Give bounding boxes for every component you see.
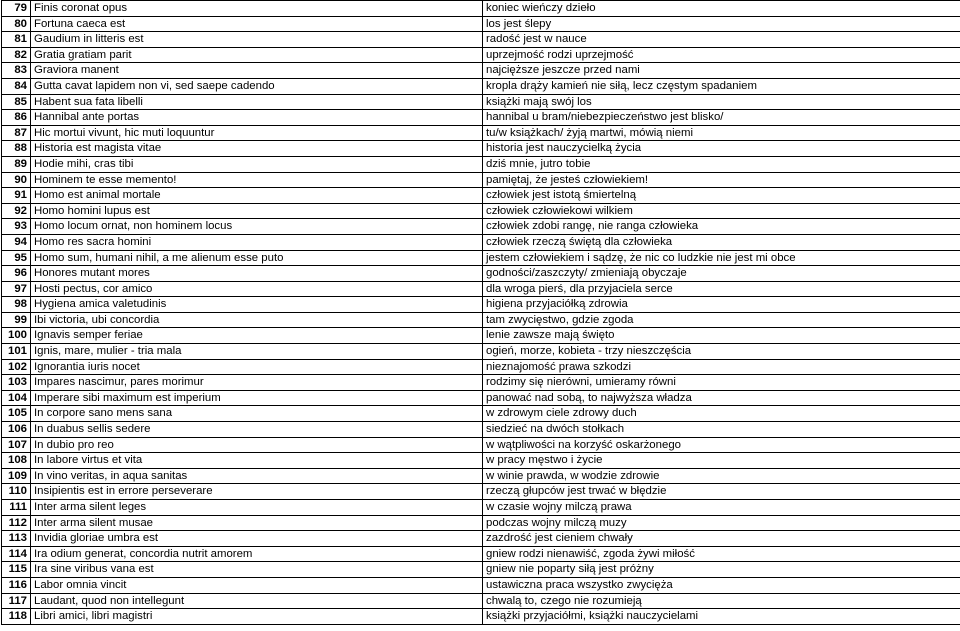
latin-phrase-cell[interactable]: Gutta cavat lapidem non vi, sed saepe cadendo xyxy=(31,78,483,94)
latin-phrase-cell[interactable]: Inter arma silent leges xyxy=(31,500,483,516)
polish-translation-cell[interactable]: siedzieć na dwóch stołkach xyxy=(483,422,960,438)
latin-phrase-cell[interactable]: Insipientis est in errore perseverare xyxy=(31,484,483,500)
polish-translation-cell[interactable]: jestem człowiekiem i sądzę, że nic co ludzkie nie jest mi obce xyxy=(483,250,960,266)
polish-translation-cell[interactable]: kropla drąży kamień nie siłą, lecz częstym spadaniem xyxy=(483,78,960,94)
table-row xyxy=(2,500,960,516)
latin-phrase-cell[interactable]: Ira odium generat, concordia nutrit amorem xyxy=(31,546,483,562)
row-number-cell[interactable]: 95 xyxy=(2,250,31,266)
latin-phrase-cell[interactable]: Homo res sacra homini xyxy=(31,234,483,250)
polish-translation-cell[interactable]: los jest ślepy xyxy=(483,16,960,32)
row-number-cell[interactable]: 100 xyxy=(2,328,31,344)
row-number-cell[interactable]: 80 xyxy=(2,16,31,32)
polish-translation-cell[interactable]: panować nad sobą, to najwyższa władza xyxy=(483,390,960,406)
table-row xyxy=(2,188,960,204)
row-number-cell[interactable]: 89 xyxy=(2,156,31,172)
row-number-cell[interactable]: 96 xyxy=(2,266,31,282)
table-row xyxy=(2,172,960,188)
polish-translation-cell[interactable]: gniew rodzi nienawiść, zgoda żywi miłość xyxy=(483,546,960,562)
row-number-cell[interactable]: 105 xyxy=(2,406,31,422)
latin-phrase-cell[interactable]: Invidia gloriae umbra est xyxy=(31,531,483,547)
table-row xyxy=(2,281,960,297)
row-number-cell[interactable]: 108 xyxy=(2,453,31,469)
table-row xyxy=(2,453,960,469)
table-row xyxy=(2,125,960,141)
table-row xyxy=(2,1,960,17)
latin-phrase-cell[interactable]: Impares nascimur, pares morimur xyxy=(31,375,483,391)
latin-phrase-cell[interactable]: In vino veritas, in aqua sanitas xyxy=(31,468,483,484)
table-row xyxy=(2,484,960,500)
table-row xyxy=(2,219,960,235)
table-row xyxy=(2,47,960,63)
table-row xyxy=(2,250,960,266)
row-number-cell[interactable]: 112 xyxy=(2,515,31,531)
polish-translation-cell[interactable]: godności/zaszczyty/ zmieniają obyczaje xyxy=(483,266,960,282)
row-number-cell[interactable]: 85 xyxy=(2,94,31,110)
latin-phrase-cell[interactable]: Hosti pectus, cor amico xyxy=(31,281,483,297)
polish-translation-cell[interactable]: człowiek człowiekowi wilkiem xyxy=(483,203,960,219)
row-number-cell[interactable]: 97 xyxy=(2,281,31,297)
phrase-table-body xyxy=(2,1,960,625)
polish-translation-cell[interactable]: lenie zawsze mają święto xyxy=(483,328,960,344)
polish-translation-cell[interactable]: podczas wojny milczą muzy xyxy=(483,515,960,531)
table-row xyxy=(2,156,960,172)
latin-phrase-cell[interactable]: Homo est animal mortale xyxy=(31,188,483,204)
table-row xyxy=(2,375,960,391)
latin-phrase-cell[interactable]: Hygiena amica valetudinis xyxy=(31,297,483,313)
latin-phrase-cell[interactable]: Imperare sibi maximum est imperium xyxy=(31,390,483,406)
latin-phrase-cell[interactable]: Labor omnia vincit xyxy=(31,577,483,593)
polish-translation-cell[interactable]: w winie prawda, w wodzie zdrowie xyxy=(483,468,960,484)
polish-translation-cell[interactable]: rodzimy się nierówni, umieramy równi xyxy=(483,375,960,391)
table-row xyxy=(2,32,960,48)
table-row xyxy=(2,577,960,593)
table-row xyxy=(2,515,960,531)
polish-translation-cell[interactable]: chwalą to, czego nie rozumieją xyxy=(483,593,960,609)
spreadsheet xyxy=(1,0,959,625)
polish-translation-cell[interactable]: radość jest w nauce xyxy=(483,32,960,48)
table-row xyxy=(2,78,960,94)
polish-translation-cell[interactable]: ogień, morze, kobieta - trzy nieszczęścia xyxy=(483,344,960,360)
row-number-cell[interactable]: 93 xyxy=(2,219,31,235)
latin-phrase-cell[interactable]: Libri amici, libri magistri xyxy=(31,609,483,625)
polish-translation-cell[interactable]: książki przyjaciółmi, książki nauczycielami xyxy=(483,609,960,625)
row-number-cell[interactable]: 107 xyxy=(2,437,31,453)
polish-translation-cell[interactable]: człowiek rzeczą świętą dla człowieka xyxy=(483,234,960,250)
latin-phrase-cell[interactable]: Habent sua fata libelli xyxy=(31,94,483,110)
latin-phrase-cell[interactable]: Finis coronat opus xyxy=(31,1,483,17)
polish-translation-cell[interactable]: nieznajomość prawa szkodzi xyxy=(483,359,960,375)
table-row xyxy=(2,546,960,562)
latin-phrase-cell[interactable]: In labore virtus et vita xyxy=(31,453,483,469)
polish-translation-cell[interactable]: w wątpliwości na korzyść oskarżonego xyxy=(483,437,960,453)
latin-phrase-cell[interactable]: Homo homini lupus est xyxy=(31,203,483,219)
row-number-cell[interactable]: 98 xyxy=(2,297,31,313)
latin-phrase-cell[interactable]: Ibi victoria, ubi concordia xyxy=(31,312,483,328)
polish-translation-cell[interactable]: historia jest nauczycielką życia xyxy=(483,141,960,157)
latin-phrase-cell[interactable]: In dubio pro reo xyxy=(31,437,483,453)
polish-translation-cell[interactable]: zazdrość jest cieniem chwały xyxy=(483,531,960,547)
table-row xyxy=(2,234,960,250)
row-number-cell[interactable]: 118 xyxy=(2,609,31,625)
row-number-cell[interactable]: 101 xyxy=(2,344,31,360)
row-number-cell[interactable]: 79 xyxy=(2,1,31,17)
table-row xyxy=(2,406,960,422)
latin-phrase-cell[interactable]: Fortuna caeca est xyxy=(31,16,483,32)
latin-phrase-cell[interactable]: Ignavis semper feriae xyxy=(31,328,483,344)
row-number-cell[interactable]: 106 xyxy=(2,422,31,438)
row-number-cell[interactable]: 110 xyxy=(2,484,31,500)
latin-phrase-cell[interactable]: Ignorantia iuris nocet xyxy=(31,359,483,375)
polish-translation-cell[interactable]: tu/w książkach/ żyją martwi, mówią niemi xyxy=(483,125,960,141)
polish-translation-cell[interactable]: człowiek jest istotą śmiertelną xyxy=(483,188,960,204)
table-row xyxy=(2,468,960,484)
latin-phrase-cell[interactable]: Gaudium in litteris est xyxy=(31,32,483,48)
latin-phrase-cell[interactable]: Hominem te esse memento! xyxy=(31,172,483,188)
table-row xyxy=(2,203,960,219)
row-number-cell[interactable]: 92 xyxy=(2,203,31,219)
latin-phrase-cell[interactable]: Historia est magista vitae xyxy=(31,141,483,157)
latin-phrase-cell[interactable]: Hodie mihi, cras tibi xyxy=(31,156,483,172)
table-row xyxy=(2,359,960,375)
latin-phrase-cell[interactable]: In corpore sano mens sana xyxy=(31,406,483,422)
table-row xyxy=(2,110,960,126)
polish-translation-cell[interactable]: gniew nie poparty siłą jest próżny xyxy=(483,562,960,578)
latin-phrase-cell[interactable]: Hic mortui vivunt, hic muti loquuntur xyxy=(31,125,483,141)
phrase-table xyxy=(1,0,960,625)
row-number-cell[interactable]: 117 xyxy=(2,593,31,609)
table-row xyxy=(2,16,960,32)
row-number-cell[interactable]: 86 xyxy=(2,110,31,126)
table-row xyxy=(2,437,960,453)
row-number-cell[interactable]: 114 xyxy=(2,546,31,562)
row-number-cell[interactable]: 84 xyxy=(2,78,31,94)
table-row xyxy=(2,344,960,360)
table-row xyxy=(2,94,960,110)
polish-translation-cell[interactable]: hannibal u bram/niebezpieczeństwo jest blisko/ xyxy=(483,110,960,126)
row-number-cell[interactable]: 99 xyxy=(2,312,31,328)
row-number-cell[interactable]: 87 xyxy=(2,125,31,141)
latin-phrase-cell[interactable]: Gratia gratiam parit xyxy=(31,47,483,63)
polish-translation-cell[interactable]: rzeczą głupców jest trwać w błędzie xyxy=(483,484,960,500)
table-row xyxy=(2,609,960,625)
table-row xyxy=(2,328,960,344)
polish-translation-cell[interactable]: książki mają swój los xyxy=(483,94,960,110)
polish-translation-cell[interactable]: człowiek zdobi rangę, nie ranga człowieka xyxy=(483,219,960,235)
polish-translation-cell[interactable]: tam zwycięstwo, gdzie zgoda xyxy=(483,312,960,328)
row-number-cell[interactable]: 81 xyxy=(2,32,31,48)
polish-translation-cell[interactable]: w zdrowym ciele zdrowy duch xyxy=(483,406,960,422)
polish-translation-cell[interactable]: w czasie wojny milczą prawa xyxy=(483,500,960,516)
latin-phrase-cell[interactable]: Ira sine viribus vana est xyxy=(31,562,483,578)
table-row xyxy=(2,531,960,547)
row-number-cell[interactable]: 94 xyxy=(2,234,31,250)
row-number-cell[interactable]: 102 xyxy=(2,359,31,375)
latin-phrase-cell[interactable]: Ignis, mare, mulier - tria mala xyxy=(31,344,483,360)
row-number-cell[interactable]: 91 xyxy=(2,188,31,204)
polish-translation-cell[interactable]: higiena przyjaciółką zdrowia xyxy=(483,297,960,313)
latin-phrase-cell[interactable]: In duabus sellis sedere xyxy=(31,422,483,438)
polish-translation-cell[interactable]: ustawiczna praca wszystko zwycięża xyxy=(483,577,960,593)
polish-translation-cell[interactable]: dla wroga pierś, dla przyjaciela serce xyxy=(483,281,960,297)
table-row xyxy=(2,312,960,328)
polish-translation-cell[interactable]: w pracy męstwo i życie xyxy=(483,453,960,469)
row-number-cell[interactable]: 109 xyxy=(2,468,31,484)
polish-translation-cell[interactable]: pamiętaj, że jesteś człowiekiem! xyxy=(483,172,960,188)
polish-translation-cell[interactable]: dziś mnie, jutro tobie xyxy=(483,156,960,172)
row-number-cell[interactable]: 104 xyxy=(2,390,31,406)
latin-phrase-cell[interactable]: Inter arma silent musae xyxy=(31,515,483,531)
polish-translation-cell[interactable]: uprzejmość rodzi uprzejmość xyxy=(483,47,960,63)
latin-phrase-cell[interactable]: Homo sum, humani nihil, a me alienum esse puto xyxy=(31,250,483,266)
row-number-cell[interactable]: 115 xyxy=(2,562,31,578)
row-number-cell[interactable]: 83 xyxy=(2,63,31,79)
row-number-cell[interactable]: 82 xyxy=(2,47,31,63)
row-number-cell[interactable]: 88 xyxy=(2,141,31,157)
row-number-cell[interactable]: 116 xyxy=(2,577,31,593)
table-row xyxy=(2,63,960,79)
table-row xyxy=(2,562,960,578)
latin-phrase-cell[interactable]: Homo locum ornat, non hominem locus xyxy=(31,219,483,235)
row-number-cell[interactable]: 111 xyxy=(2,500,31,516)
row-number-cell[interactable]: 103 xyxy=(2,375,31,391)
latin-phrase-cell[interactable]: Hannibal ante portas xyxy=(31,110,483,126)
table-row xyxy=(2,422,960,438)
table-row xyxy=(2,390,960,406)
table-row xyxy=(2,297,960,313)
polish-translation-cell[interactable]: koniec wieńczy dzieło xyxy=(483,1,960,17)
latin-phrase-cell[interactable]: Laudant, quod non intellegunt xyxy=(31,593,483,609)
polish-translation-cell[interactable]: najcięższe jeszcze przed nami xyxy=(483,63,960,79)
latin-phrase-cell[interactable]: Honores mutant mores xyxy=(31,266,483,282)
table-row xyxy=(2,593,960,609)
latin-phrase-cell[interactable]: Graviora manent xyxy=(31,63,483,79)
table-row xyxy=(2,266,960,282)
row-number-cell[interactable]: 90 xyxy=(2,172,31,188)
row-number-cell[interactable]: 113 xyxy=(2,531,31,547)
table-row xyxy=(2,141,960,157)
